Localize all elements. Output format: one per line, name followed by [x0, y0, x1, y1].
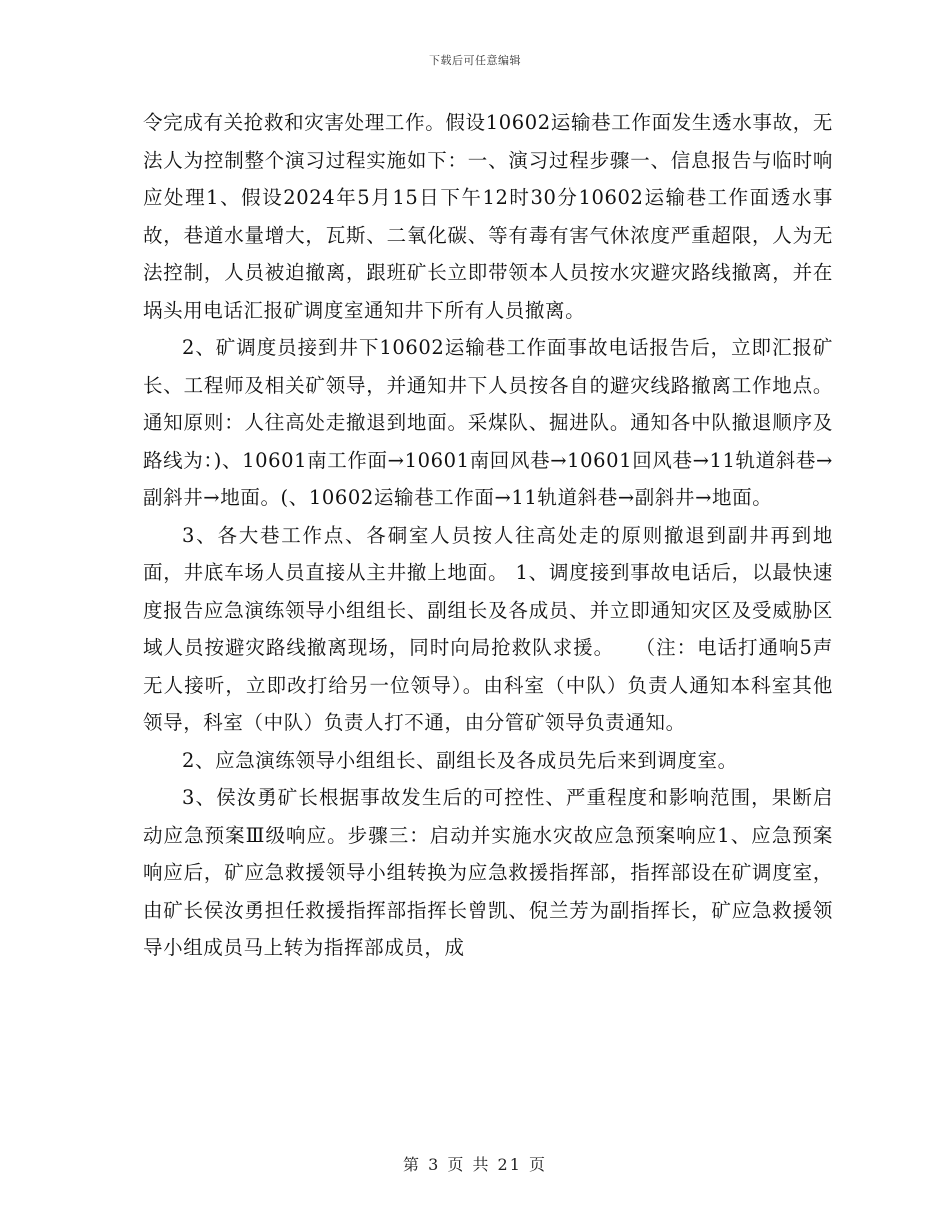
- paragraph-2: 2、矿调度员接到井下10602运输巷工作面事故电话报告后，立即汇报矿长、工程师及相关矿领导，并通知井下人员按各自的避灾线路撤离工作地点。通知原则：人往高处走撤退到地面。采煤队、掘进队。通知各中队撤退顺序及路线为：)、10601南工作面→10601南回风巷→10601回风巷→11轨道斜巷→副斜井→地面。(、10602运输巷工作面→11轨道斜巷→副斜井→地面。: [143, 336, 833, 509]
- page-number-footer: 第 3 页 共 21 页: [403, 1155, 547, 1174]
- paragraph-1: 令完成有关抢救和灾害处理工作。假设10602运输巷工作面发生透水事故，无法人为控制整个演习过程实施如下：一、演习过程步骤一、信息报告与临时响应处理1、假设2024年5月15日下午12时30分10602运输巷工作面透水事故，巷道水量增大，瓦斯、二氧化碳、等有毒有害气休浓度严重超限，人为无法控制，人员被迫撤离，跟班矿长立即带领本人员按水灾避灾路线撤离，并在埚头用电话汇报矿调度室通知井下所有人员撤离。: [143, 111, 833, 322]
- paragraph-4: 2、应急演练领导小组组长、副组长及各成员先后来到调度室。: [182, 748, 738, 772]
- page-header: 下载后可任意编辑: [429, 54, 521, 67]
- document-body: [143, 104, 833, 967]
- paragraph-3: 3、各大巷工作点、各硐室人员按人往高处走的原则撤退到副井再到地面，井底车场人员直接从主井撤上地面。 1、调度接到事故电话后，以最快速度报告应急演练领导小组组长、副组长及各成员、并立即通知灾区及受威胁区域人员按避灾路线撤离现场，同时向局抢救队求援。 （注：电话打通响5声无人接听，立即改打给另一位领导）。由科室（中队）负责人通知本科室其他领导，科室（中队）负责人打不通，由分管矿领导负责通知。: [143, 523, 833, 734]
- paragraph-5: 3、侯汝勇矿长根据事故发生后的可控性、严重程度和影响范围，果断启动应急预案Ⅲ级响应。步骤三：启动并实施水灾故应急预案响应1、应急预案响应后，矿应急救援领导小组转换为应急救援指挥部，指挥部设在矿调度室，由矿长侯汝勇担任救援指挥部指挥长曾凯、倪兰芳为副指挥长，矿应急救援领导小组成员马上转为指挥部成员，成: [143, 786, 833, 959]
